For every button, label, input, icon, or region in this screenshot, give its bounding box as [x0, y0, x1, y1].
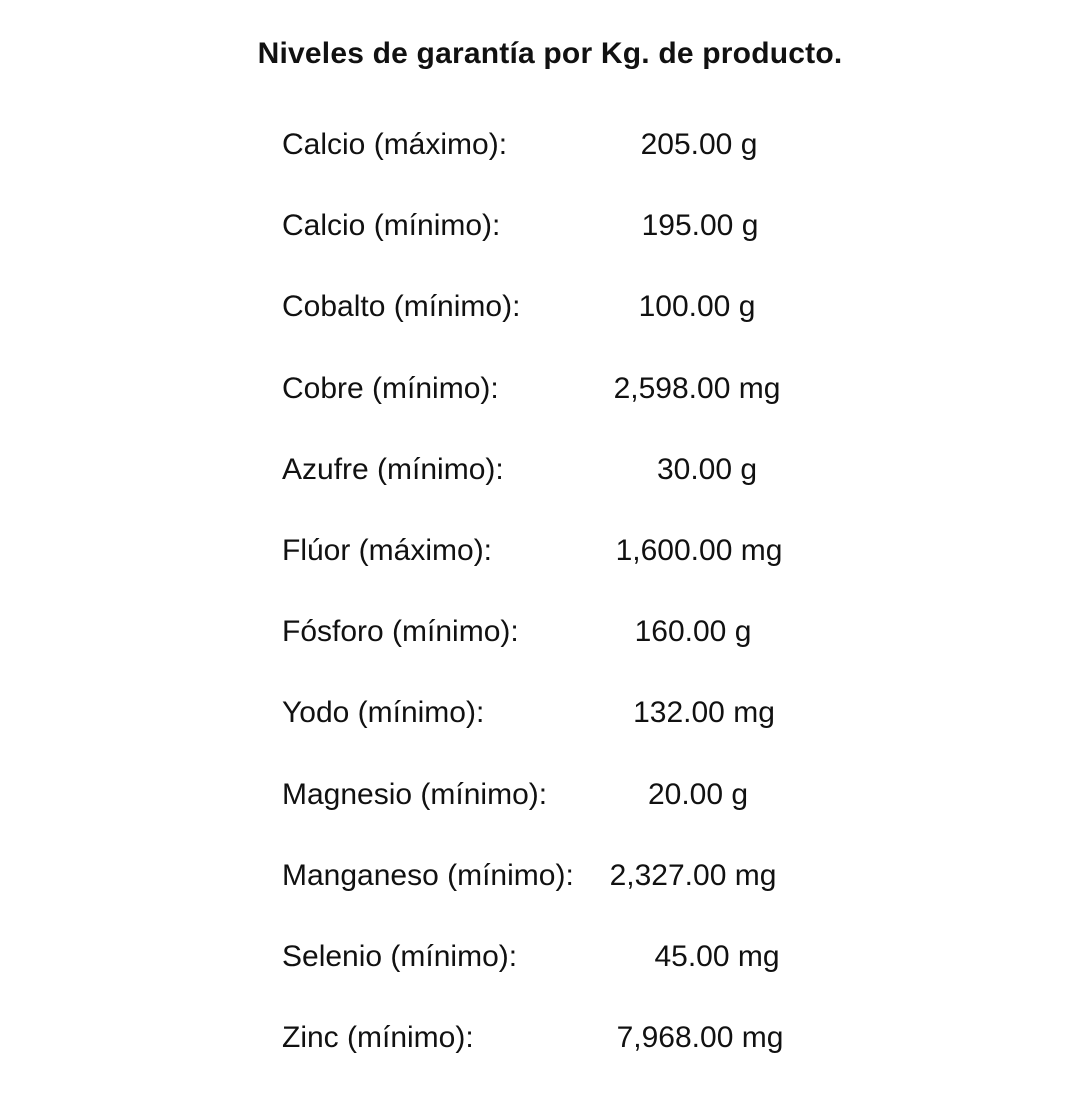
nutrient-value: 195.00 g	[641, 209, 759, 243]
nutrient-label: Calcio (máximo):	[282, 128, 508, 161]
nutrient-value: 30.00 g	[656, 452, 758, 486]
nutrient-label: Fósforo (mínimo):	[282, 615, 519, 649]
nutrient-value: 20.00 g	[647, 777, 749, 811]
nutrient-label: Azufre (mínimo):	[282, 452, 504, 486]
nutrient-label: Manganeso (mínimo):	[282, 858, 574, 892]
list-item	[0, 1016, 1080, 1097]
guarantee-list	[0, 123, 1080, 1097]
list-item	[0, 285, 1080, 366]
nutrient-label: Flúor (máximo):	[282, 533, 493, 567]
list-item	[0, 691, 1080, 772]
list-item	[0, 204, 1080, 285]
list-item	[0, 123, 1080, 204]
nutrient-label: Cobre (mínimo):	[282, 371, 499, 405]
list-item	[0, 367, 1080, 448]
nutrient-label: Magnesio (mínimo):	[282, 777, 548, 811]
nutrient-value: 205.00 g	[640, 128, 758, 161]
nutrient-label: Yodo (mínimo):	[282, 696, 485, 730]
nutrient-value: 160.00 g	[634, 615, 752, 649]
page-title: Niveles de garantía por Kg. de producto.	[257, 37, 843, 70]
nutrient-value: 1,600.00 mg	[615, 533, 783, 567]
list-item	[0, 610, 1080, 691]
nutrient-value: 132.00 mg	[633, 696, 775, 730]
nutrient-label: Cobalto (mínimo):	[282, 290, 521, 324]
nutrient-value: 45.00 mg	[654, 939, 780, 973]
list-item	[0, 448, 1080, 529]
nutrient-label: Zinc (mínimo):	[282, 1021, 474, 1055]
nutrient-label: Calcio (mínimo):	[282, 209, 501, 243]
nutrient-value: 100.00 g	[638, 290, 756, 324]
list-item	[0, 773, 1080, 854]
nutrient-value: 2,327.00 mg	[609, 858, 777, 892]
nutrient-label: Selenio (mínimo):	[282, 939, 518, 973]
list-item	[0, 935, 1080, 1016]
list-item	[0, 854, 1080, 935]
list-item	[0, 529, 1080, 610]
nutrient-value: 7,968.00 mg	[616, 1021, 784, 1055]
nutrient-value: 2,598.00 mg	[613, 371, 781, 405]
